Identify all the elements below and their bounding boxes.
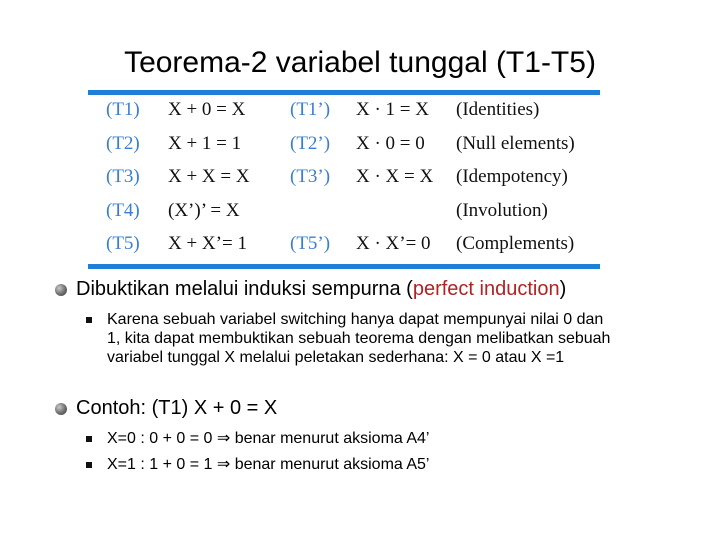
dual-theorem-id: (T3’) (290, 166, 331, 187)
bullet-1-text (76, 278, 566, 301)
bullet-2-text: Contoh: (T1) X + 0 = X (76, 397, 278, 419)
bullet-1-sub-line-3: variabel tunggal X melalui peletakan sederhana: X = 0 atau X =1 (107, 349, 565, 366)
dual-theorem-equation: X · X’= 0 (356, 233, 431, 254)
theorem-row-t3 (100, 160, 600, 194)
dual-theorem-equation: X · 0 = 0 (356, 132, 425, 154)
dual-theorem-id: (T5’) (290, 233, 331, 254)
sub-bullet-square-icon (86, 462, 92, 468)
bullet-1-sub-line-1: Karena sebuah variabel switching hanya dapat mempunyai nilai 0 dan (107, 311, 604, 328)
theorem-id: (T5) (106, 233, 140, 254)
theorem-row-t4 (100, 194, 600, 228)
dual-theorem-id: (T2’) (290, 132, 331, 154)
theorem-row-t1 (100, 93, 600, 127)
theorem-table (100, 93, 600, 261)
theorem-equation: X + X = X (168, 166, 250, 187)
theorem-id: (T4) (106, 199, 140, 221)
theorem-id: (T2) (106, 132, 140, 154)
theorem-name: (Complements) (456, 233, 575, 254)
theorem-name: (Identities) (456, 99, 540, 120)
dual-theorem-equation: X · 1 = X (356, 99, 429, 120)
bullet-dot-icon (55, 284, 67, 296)
theorem-equation: X + 1 = 1 (168, 132, 242, 154)
bullet-1-lead: Dibuktikan melalui induksi sempurna ( (76, 278, 413, 300)
theorem-row-t2 (100, 127, 600, 161)
theorem-row-t5 (100, 227, 600, 261)
theorem-equation: (X’)’ = X (168, 199, 240, 221)
theorem-name: (Involution) (456, 199, 548, 221)
bullet-dot-icon (55, 403, 67, 415)
bullet-2-sub-line-1: X=0 : 0 + 0 = 0 ⇒ benar menurut aksioma A4’ (107, 430, 430, 447)
theorem-id: (T3) (106, 166, 140, 187)
bullet-2-sub-line-2: X=1 : 1 + 0 = 1 ⇒ benar menurut aksioma A5’ (107, 456, 430, 473)
theorem-name: (Null elements) (456, 132, 575, 154)
theorem-equation: X + 0 = X (168, 99, 246, 120)
theorem-equation: X + X’= 1 (168, 233, 247, 254)
sub-bullet-square-icon (86, 317, 92, 323)
dual-theorem-equation: X · X = X (356, 166, 434, 187)
theorem-name: (Idempotency) (456, 166, 568, 187)
bullet-1-highlight: perfect induction (412, 278, 560, 300)
bullet-1-sub-line-2: 1, kita dapat membuktikan sebuah teorema dengan melibatkan sebuah (107, 330, 611, 347)
bullet-1-sub-paragraph (107, 310, 707, 367)
bullet-1-close: ) (559, 278, 567, 300)
sub-bullet-square-icon (86, 436, 92, 442)
dual-theorem-id: (T1’) (290, 99, 331, 120)
theorem-id: (T1) (106, 99, 140, 120)
bottom-rule (88, 264, 600, 269)
slide-title: Teorema-2 variabel tunggal (T1-T5) (124, 46, 596, 79)
